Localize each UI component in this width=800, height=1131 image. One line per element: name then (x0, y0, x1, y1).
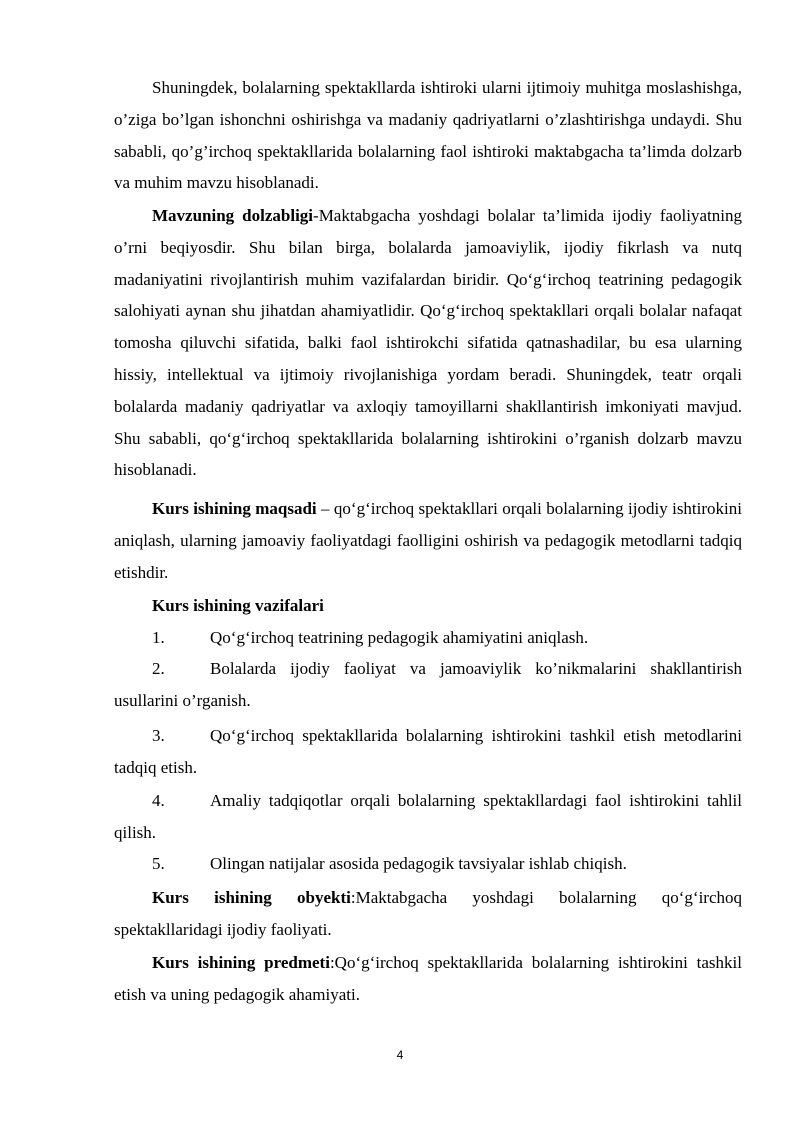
task-number: 2. (152, 659, 165, 678)
object-text: :Maktabgacha yoshdagi bolalarning qo‘g‘irchoq spektakllaridagi ijodiy faoliyati. (114, 888, 742, 939)
task-item-1 (114, 622, 742, 654)
relevance-text: -Maktabgacha yoshdagi bolalar ta’limida ijodiy faoliyatning o’rni beqiyosdir. Shu bilan birga, bolalarda jamoaviylik, ijodiy fikrlash va nutq madaniyatini rivojlantirish muhim vazifalardan biridir. Qo‘g‘irchoq teatrining pedagogik salohiyati aynan shu jihatdan ahamiyatlidir. Qo‘g‘irchoq spektakllari orqali bolalar nafaqat tomosha qiluvchi sifatida, balki faol ishtirokchi sifatida qatnashadilar, bu esa ularning hissiy, intellektual va ijtimoiy rivojlanishiga yordam beradi. Shuningdek, teatr orqali bolalarda madaniy qadriyatlar va axloqiy tamoyillarni shakllantirish imkoniyati mavjud. Shu sababli, qo‘g‘irchoq spektakllarida bolalarning ishtirokini o’rganish dolzarb mavzu hisoblanadi. (114, 206, 742, 480)
task-item-3 (114, 720, 742, 784)
subject-text: :Qo‘g‘irchoq spektakllarida bolalarning ishtirokini tashkil etish va uning pedagogik ahamiyati. (114, 953, 742, 1004)
relevance-label: Mavzuning dolzabligi (152, 206, 314, 225)
page-number: 4 (396, 1048, 404, 1062)
task-number: 3. (152, 726, 165, 745)
task-item-5 (114, 848, 742, 880)
task-number: 1. (152, 628, 165, 647)
task-number: 5. (152, 854, 165, 873)
paragraph-goal (114, 493, 742, 588)
task-text: Bolalarda ijodiy faoliyat va jamoaviylik ko’nikmalarini shakllantirish usullarini o’rganish. (114, 659, 742, 710)
task-text: Amaliy tadqiqotlar orqali bolalarning spektakllardagi faol ishtirokini tahlil qilish. (114, 791, 742, 842)
task-item-2 (114, 653, 742, 717)
task-text: Olingan natijalar asosida pedagogik tavsiyalar ishlab chiqish. (210, 854, 627, 873)
paragraph-intro-text: Shuningdek, bolalarning spektakllarda ishtiroki ularni ijtimoiy muhitga moslashishga, o’ziga bo’lgan ishonchni oshirishga va madaniy qadriyatlarni o’zlashtirishga undaydi. Shu sababli, qo’g’irchoq spektakllarida bolalarning faol ishtiroki maktabgacha ta’limda dolzarb va muhim mavzu hisoblanadi. (114, 78, 742, 193)
paragraph-subject (114, 947, 742, 1011)
paragraph-intro (114, 72, 742, 199)
tasks-heading: Kurs ishining vazifalari (152, 596, 324, 615)
task-item-4 (114, 785, 742, 849)
paragraph-object (114, 882, 742, 946)
task-text: Qo‘g‘irchoq spektakllarida bolalarning ishtirokini tashkil etish metodlarini tadqiq etish. (114, 726, 742, 777)
object-label: Kurs ishining obyekti (152, 888, 351, 907)
subject-label: Kurs ishining predmeti (152, 953, 330, 972)
task-number: 4. (152, 791, 165, 810)
task-text: Qo‘g‘irchoq teatrining pedagogik ahamiyatini aniqlash. (210, 628, 589, 647)
goal-label: Kurs ishining maqsadi (152, 499, 317, 518)
paragraph-relevance (114, 200, 742, 486)
goal-text: – qo‘g‘irchoq spektakllari orqali bolalarning ijodiy ishtirokini aniqlash, ularning jamoaviy faoliyatdagi faolligini oshirish va pedagogik metodlarni tadqiq etishdir. (114, 499, 742, 582)
